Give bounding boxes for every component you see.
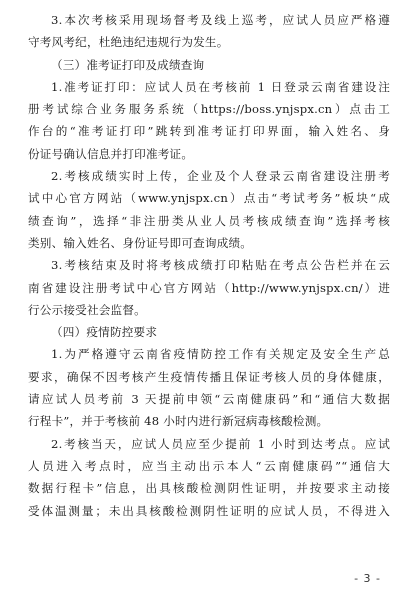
paragraph-line: 守考风考纪，杜绝违纪违规行为发生。 bbox=[28, 35, 229, 50]
paragraph-line: 南省建设注册考试中心官方网站（http://www.ynjspx.cn/）进 bbox=[28, 280, 390, 295]
paragraph-line: 2.考核成绩实时上传，企业及个人登录云南省建设注册考 bbox=[51, 169, 390, 184]
paragraph-line: 册考试综合业务服务系统（https://boss.ynjspx.cn）点击工 bbox=[28, 102, 390, 117]
paragraph-line: 2.考核当天，应试人员应至少提前 1 小时到达考点。应试 bbox=[51, 436, 390, 451]
paragraph-line: 份证号确认信息并打印准考证。 bbox=[28, 146, 194, 161]
paragraph-line: 1.准考证打印：应试人员在考核前 1 日登录云南省建设注 bbox=[51, 79, 390, 94]
paragraph-line: 1.为严格遵守云南省疫情防控工作有关规定及安全生产总 bbox=[51, 347, 390, 362]
paragraph-line: 行程卡”，并于考核前 48 小时内进行新冠病毒核酸检测。 bbox=[28, 414, 329, 429]
paragraph-line: 绩查询”，选择“非注册类从业人员考核成绩查询”选择考核 bbox=[28, 213, 390, 228]
paragraph-line: 请应试人员考前 3 天提前申领“云南健康码”和“通信大数据 bbox=[28, 392, 390, 407]
paragraph-line: 受体温测量；未出具核酸检测阴性证明的应试人员，不得进入 bbox=[28, 503, 390, 518]
paragraph-line: 要求，确保不因考核产生疫情传播且保证考核人员的身体健康， bbox=[28, 369, 390, 384]
paragraph-line: 3.考核结束及时将考核成绩打印粘贴在考点公告栏并在云 bbox=[51, 258, 390, 273]
paragraph-line: 数据行程卡”信息，出具核酸检测阴性证明，并按要求主动接 bbox=[28, 481, 390, 496]
paragraph-line: 类别、输入姓名、身份证号即可查询成绩。 bbox=[28, 235, 253, 250]
document-body bbox=[28, 9, 390, 522]
paragraph-line: 3.本次考核采用现场督考及线上巡考，应试人员应严格遵 bbox=[51, 13, 390, 27]
page-number: - 3 - bbox=[354, 572, 381, 585]
paragraph-line: 人员进入考点时，应当主动出示本人“云南健康码”“通信大 bbox=[28, 458, 390, 473]
paragraph-line: 行公示接受社会监督。 bbox=[28, 302, 146, 317]
paragraph-line: 作台的“准考证打印”跳转到准考证打印界面，输入姓名、身 bbox=[28, 124, 390, 139]
section-heading: （四）疫情防控要求 bbox=[51, 325, 158, 340]
section-heading: （三）准考证打印及成绩查询 bbox=[51, 57, 205, 72]
paragraph-line: 试中心官方网站（www.ynjspx.cn）点击“考试考务”板块“成 bbox=[28, 191, 390, 206]
